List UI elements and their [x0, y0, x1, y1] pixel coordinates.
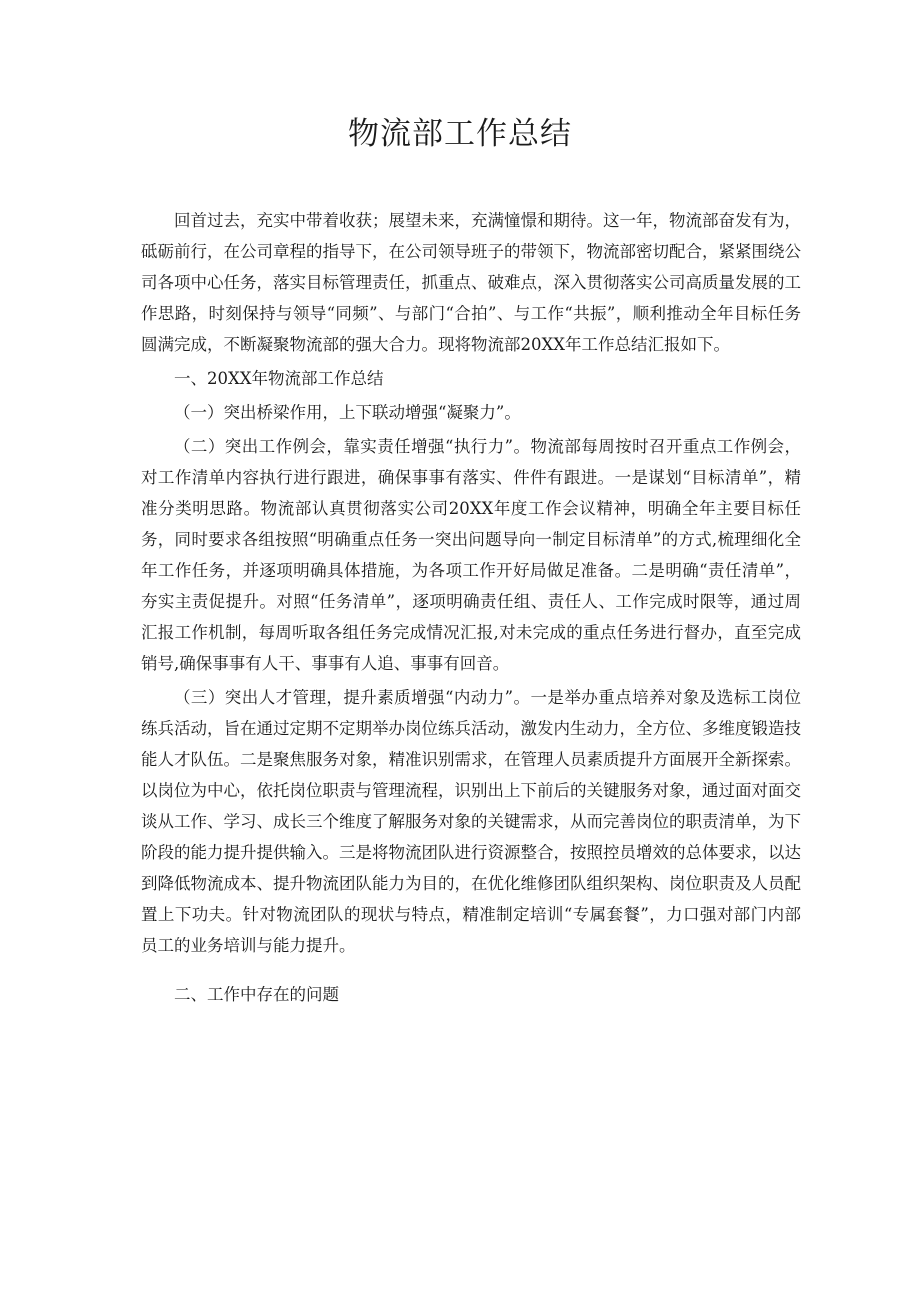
item-2-paragraph: （二）突出工作例会，靠实责任增强“执行力”。物流部每周按时召开重点工作例会，对工作清单内容执行进行跟进，确保事事有落实、件件有跟进。一是谋划“目标清单”，精准分类明思路。物流部认真贯彻落实公司20XX年度工作会议精神，明确全年主要目标任务，同时要求各组按照“明确重点任务一突出问题导向一制定目标清单”的方式,梳理细化全年工作任务，并逐项明确具体措施，为各项工作开好局做足准备。二是明确“责任清单”，夯实主责促提升。对照“任务清单”，逐项明确责任组、责任人、工作完成时限等，通过周汇报工作机制，每周听取各组任务完成情况汇报,对未完成的重点任务进行督办，直至完成销号,确保事事有人干、事事有人追、事事有回音。 [141, 437, 801, 673]
item-1-paragraph: （一）突出桥梁作用，上下联动增强“凝聚力”。 [174, 403, 521, 422]
document-title: 物流部工作总结 [348, 116, 572, 152]
section-1-heading: 一、20XX年物流部工作总结 [174, 369, 384, 388]
item-3-paragraph: （三）突出人才管理，提升素质增强“内动力”。一是举办重点培养对象及选标工岗位练兵活动，旨在通过定期不定期举办岗位练兵活动，激发内生动力，全方位、多维度锻造技能人才队伍。二是聚焦服务对象，精准识别需求，在管理人员素质提升方面展开全新探索。以岗位为中心，依托岗位职责与管理流程，识别出上下前后的关键服务对象，通过面对面交谈从工作、学习、成长三个维度了解服务对象的关键需求，从而完善岗位的职责清单，为下阶段的能力提升提供输入。三是将物流团队进行资源整合，按照控员增效的总体要求，以达到降低物流成本、提升物流团队能力为目的，在优化维修团队组织架构、岗位职责及人员配置上下功夫。针对物流团队的现状与特点，精准制定培训“专属套餐”，力口强对部门内部员工的业务培训与能力提升。 [141, 688, 801, 955]
document-body [141, 205, 801, 1010]
intro-paragraph: 回首过去，充实中带着收获；展望未来，充满憧憬和期待。这一年，物流部奋发有为，砥砺前行，在公司章程的指导下，在公司领导班子的带领下，物流部密切配合，紧紧围绕公司各项中心任务，落实目标管理责任，抓重点、破难点，深入贯彻落实公司高质量发展的工作思路，时刻保持与领导“同频”、与部门“合拍”、与工作“共振”，顺利推动全年目标任务圆满完成，不断凝聚物流部的强大合力。现将物流部20XX年工作总结汇报如下。 [141, 211, 801, 354]
section-2-heading: 二、工作中存在的问题 [174, 985, 339, 1004]
